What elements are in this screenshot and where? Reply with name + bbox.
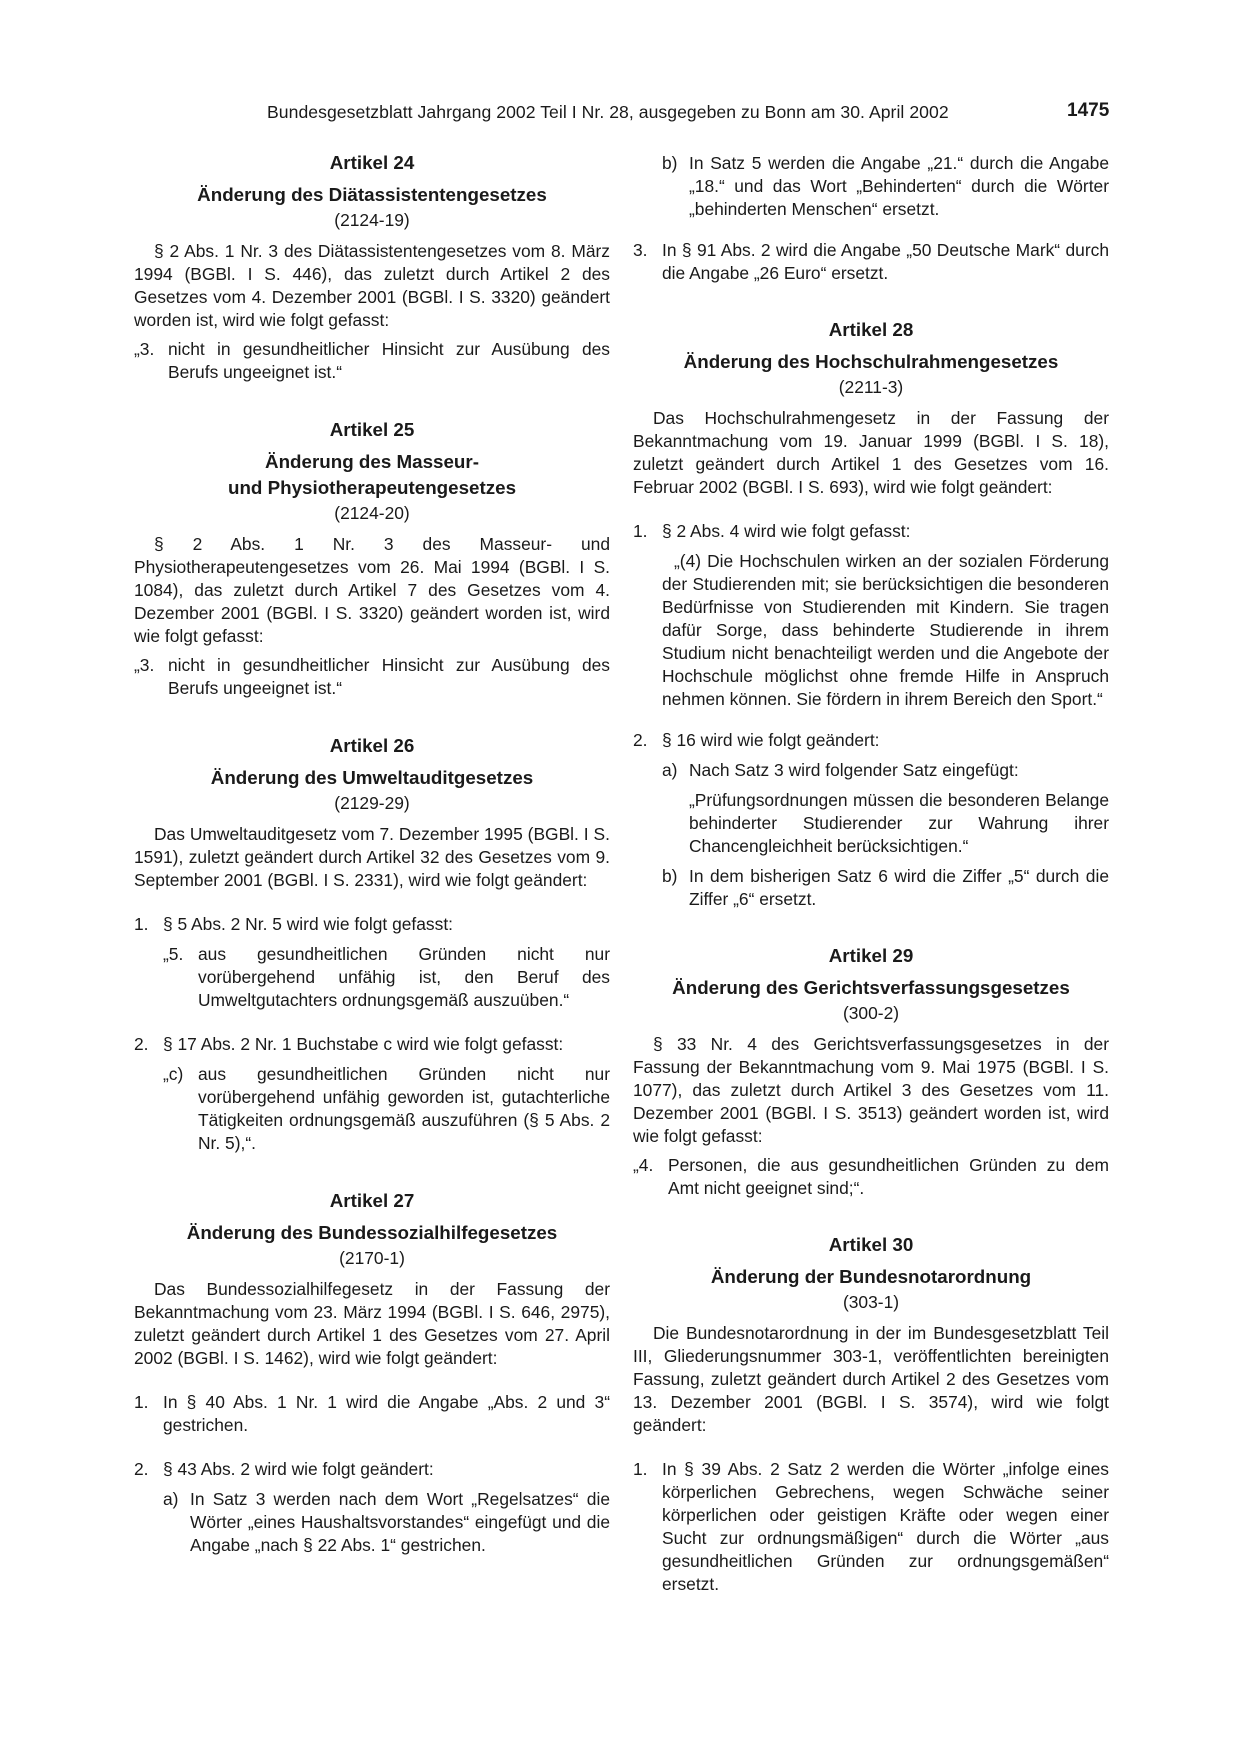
article-number: Artikel 28 — [828, 319, 914, 340]
article-title: Änderung der Bundesnotarordnung — [710, 1266, 1032, 1287]
article-27 — [134, 1186, 610, 1557]
page-header — [0, 96, 1240, 126]
article-title-line-1: Änderung des Masseur- — [265, 451, 479, 472]
sub-item — [662, 865, 1109, 911]
item-label: 2. — [134, 1034, 149, 1054]
sub-item — [662, 152, 1109, 221]
article-number: Artikel 24 — [329, 152, 415, 173]
article-title: Änderung des Gerichtsverfassungsgesetzes — [672, 977, 1070, 998]
article-title: Änderung des Hochschulrahmengesetzes — [683, 351, 1059, 372]
list-item — [633, 239, 1109, 285]
article-fna: (303-1) — [842, 1292, 900, 1312]
article-intro: Das Bundessozialhilfegesetz in der Fassung der Bekanntmachung vom 23. März 1994 (BGBl. I S. 646, 2975), zuletzt geändert durch Artikel 1 des Gesetzes vom 27. April 2002 (BGBl. I S. 1462), wird wie folgt geändert: — [134, 1279, 610, 1368]
quoted-paragraph: „Prüfungsordnungen müssen die besonderen Belange behinderter Studierender zur Wahrung ihrer Chancengleichheit berücksichtigen.“ — [689, 790, 1109, 856]
list-item — [134, 1458, 610, 1481]
list-item — [633, 729, 1109, 752]
sub-item — [662, 759, 1109, 782]
article-fna: (2124-20) — [334, 503, 410, 523]
item-label: b) — [662, 153, 678, 173]
left-column — [134, 148, 610, 1557]
item-label: 1. — [633, 1459, 648, 1479]
article-title: Änderung des Umweltauditgesetzes — [210, 767, 534, 788]
list-item — [134, 913, 610, 936]
item-text: nicht in gesundheitlicher Hinsicht zur Ausübung des Berufs ungeeignet ist.“ — [168, 339, 610, 382]
article-number: Artikel 27 — [329, 1190, 415, 1211]
item-label: 1. — [633, 521, 648, 541]
article-29 — [633, 941, 1109, 1200]
list-item — [633, 1458, 1109, 1596]
item-text: Nach Satz 3 wird folgender Satz eingefügt: — [689, 760, 1019, 780]
article-number: Artikel 29 — [828, 945, 914, 966]
article-number: Artikel 30 — [828, 1234, 914, 1255]
article-25 — [134, 415, 610, 700]
item-text: Personen, die aus gesundheitlichen Gründen zu dem Amt nicht geeignet sind;“. — [668, 1155, 1109, 1198]
item-label: 1. — [134, 1392, 149, 1412]
item-label: „4. — [633, 1155, 654, 1175]
quoted-item — [163, 943, 610, 1012]
article-intro: § 2 Abs. 1 Nr. 3 des Diätassistentengesetzes vom 8. März 1994 (BGBl. I S. 446), das zuletzt durch Artikel 2 des Gesetzes vom 4. Dezember 2001 (BGBl. I S. 3320) geändert worden ist, wird wie folgt gefasst: — [134, 241, 610, 330]
item-label: 2. — [633, 730, 648, 750]
item-text: In § 91 Abs. 2 wird die Angabe „50 Deutsche Mark“ durch die Angabe „26 Euro“ ersetzt. — [662, 240, 1109, 283]
article-intro: Die Bundesnotarordnung in der im Bundesgesetzblatt Teil III, Gliederungsnummer 303-1, veröffentlichten bereinigten Fassung, zuletzt geändert durch Artikel 2 des Gesetzes vom 13. Dezember 2001 (BGBl. I S. 3574), wird wie folgt geändert: — [633, 1323, 1109, 1435]
item-text: § 16 wird wie folgt geändert: — [662, 730, 880, 750]
article-number: Artikel 25 — [329, 419, 415, 440]
quoted-item — [134, 654, 610, 700]
quoted-paragraph: „(4) Die Hochschulen wirken an der sozialen Förderung der Studierenden mit; sie berücksichtigen die besonderen Bedürfnisse von Studierenden mit Kindern. Sie tragen dafür Sorge, dass behinderte Studierende in ihrem Studium nicht benachteiligt werden und die Angebote der Hochschule möglichst ohne fremde Hilfe in Anspruch nehmen können. Sie fördern in ihrem Bereich den Sport.“ — [662, 551, 1109, 709]
item-label: 2. — [134, 1459, 149, 1479]
item-text: In dem bisherigen Satz 6 wird die Ziffer „5“ durch die Ziffer „6“ ersetzt. — [689, 866, 1109, 909]
item-text: nicht in gesundheitlicher Hinsicht zur Ausübung des Berufs ungeeignet ist.“ — [168, 655, 610, 698]
list-item — [134, 1033, 610, 1056]
sub-item — [163, 1488, 610, 1557]
item-label: b) — [662, 866, 678, 886]
item-label: 3. — [633, 240, 648, 260]
list-item — [134, 1391, 610, 1437]
article-26 — [134, 731, 610, 1155]
item-text: aus gesundheitlichen Gründen nicht nur vorübergehend unfähig ist, den Beruf des Umweltgutachters ordnungsgemäß auszuüben.“ — [198, 944, 610, 1010]
article-title: Änderung des Bundessozialhilfegesetzes — [186, 1222, 558, 1243]
item-text: § 5 Abs. 2 Nr. 5 wird wie folgt gefasst: — [163, 914, 453, 934]
article-number: Artikel 26 — [329, 735, 415, 756]
article-fna: (2211-3) — [838, 377, 904, 397]
quoted-item — [134, 338, 610, 384]
quoted-item — [633, 1154, 1109, 1200]
item-label: „3. — [134, 655, 155, 675]
item-text: In Satz 5 werden die Angabe „21.“ durch die Angabe „18.“ und das Wort „Behinderten“ durch die Wörter „behinderten Menschen“ ersetzt. — [689, 153, 1109, 219]
item-label: 1. — [134, 914, 149, 934]
quoted-item — [163, 1063, 610, 1155]
item-label: „c) — [163, 1064, 184, 1084]
article-intro: § 2 Abs. 1 Nr. 3 des Masseur- und Physiotherapeutengesetzes vom 26. Mai 1994 (BGBl. I S. 1084), das zuletzt durch Artikel 7 des Gesetzes vom 4. Dezember 2001 (BGBl. I S. 3320) geändert worden ist, wird wie folgt gefasst: — [134, 534, 610, 646]
article-fna: (2124-19) — [334, 210, 410, 230]
article-30 — [633, 1230, 1109, 1596]
article-fna: (2129-29) — [334, 793, 410, 813]
article-title-line-2: und Physiotherapeutengesetzes — [227, 477, 517, 498]
running-head: Bundesgesetzblatt Jahrgang 2002 Teil I Nr. 28, ausgegeben zu Bonn am 30. April 2002 — [267, 102, 949, 122]
right-column — [633, 152, 1109, 1596]
item-text: § 17 Abs. 2 Nr. 1 Buchstabe c wird wie folgt gefasst: — [163, 1034, 564, 1054]
article-title: Änderung des Diätassistentengesetzes — [197, 184, 547, 205]
item-label: „5. — [163, 944, 184, 964]
list-item — [633, 520, 1109, 543]
article-fna: (2170-1) — [339, 1248, 405, 1268]
item-text: aus gesundheitlichen Gründen nicht nur vorübergehend unfähig geworden ist, gutachterliche Tätigkeiten ordnungsgemäß auszuführen (§ 5 Abs. 2 Nr. 5),“. — [198, 1064, 610, 1153]
article-intro: Das Umweltauditgesetz vom 7. Dezember 1995 (BGBl. I S. 1591), zuletzt geändert durch Artikel 32 des Gesetzes vom 9. September 2001 (BGBl. I S. 2331), wird wie folgt geändert: — [134, 824, 610, 890]
item-label: a) — [163, 1489, 179, 1509]
article-intro: § 33 Nr. 4 des Gerichtsverfassungsgesetzes in der Fassung der Bekanntmachung vom 9. Mai 1975 (BGBl. I S. 1077), das zuletzt durch Artikel 3 des Gesetzes vom 11. Dezember 2001 (BGBl. I S. 3513) geändert worden ist, wird wie folgt gefasst: — [633, 1034, 1109, 1146]
item-text: In § 40 Abs. 1 Nr. 1 wird die Angabe „Abs. 2 und 3“ gestrichen. — [163, 1392, 610, 1435]
item-text: In Satz 3 werden nach dem Wort „Regelsatzes“ die Wörter „eines Haushaltsvorstandes“ eingefügt und die Angabe „nach § 22 Abs. 1“ gestrichen. — [190, 1489, 610, 1555]
item-label: a) — [662, 760, 678, 780]
page-number: 1475 — [1067, 100, 1110, 121]
item-label: „3. — [134, 339, 155, 359]
article-28 — [633, 315, 1109, 911]
item-text: In § 39 Abs. 2 Satz 2 werden die Wörter „infolge eines körperlichen Gebrechens, wegen Schwäche seiner körperlichen oder geistigen Kräfte oder wegen einer Sucht zur ordnungsmäßigen“ durch die Wörter „aus gesundheitlichen Gründen zur ordnungsgemäßen“ ersetzt. — [662, 1459, 1109, 1594]
article-intro: Das Hochschulrahmengesetz in der Fassung der Bekanntmachung vom 19. Januar 1999 (BGBl. I S. 18), zuletzt geändert durch Artikel 1 des Gesetzes vom 16. Februar 2002 (BGBl. I S. 693), wird wie folgt geändert: — [633, 408, 1109, 497]
item-text: § 2 Abs. 4 wird wie folgt gefasst: — [662, 521, 911, 541]
item-text: § 43 Abs. 2 wird wie folgt geändert: — [163, 1459, 434, 1479]
article-fna: (300-2) — [842, 1003, 900, 1023]
article-24 — [134, 148, 610, 384]
